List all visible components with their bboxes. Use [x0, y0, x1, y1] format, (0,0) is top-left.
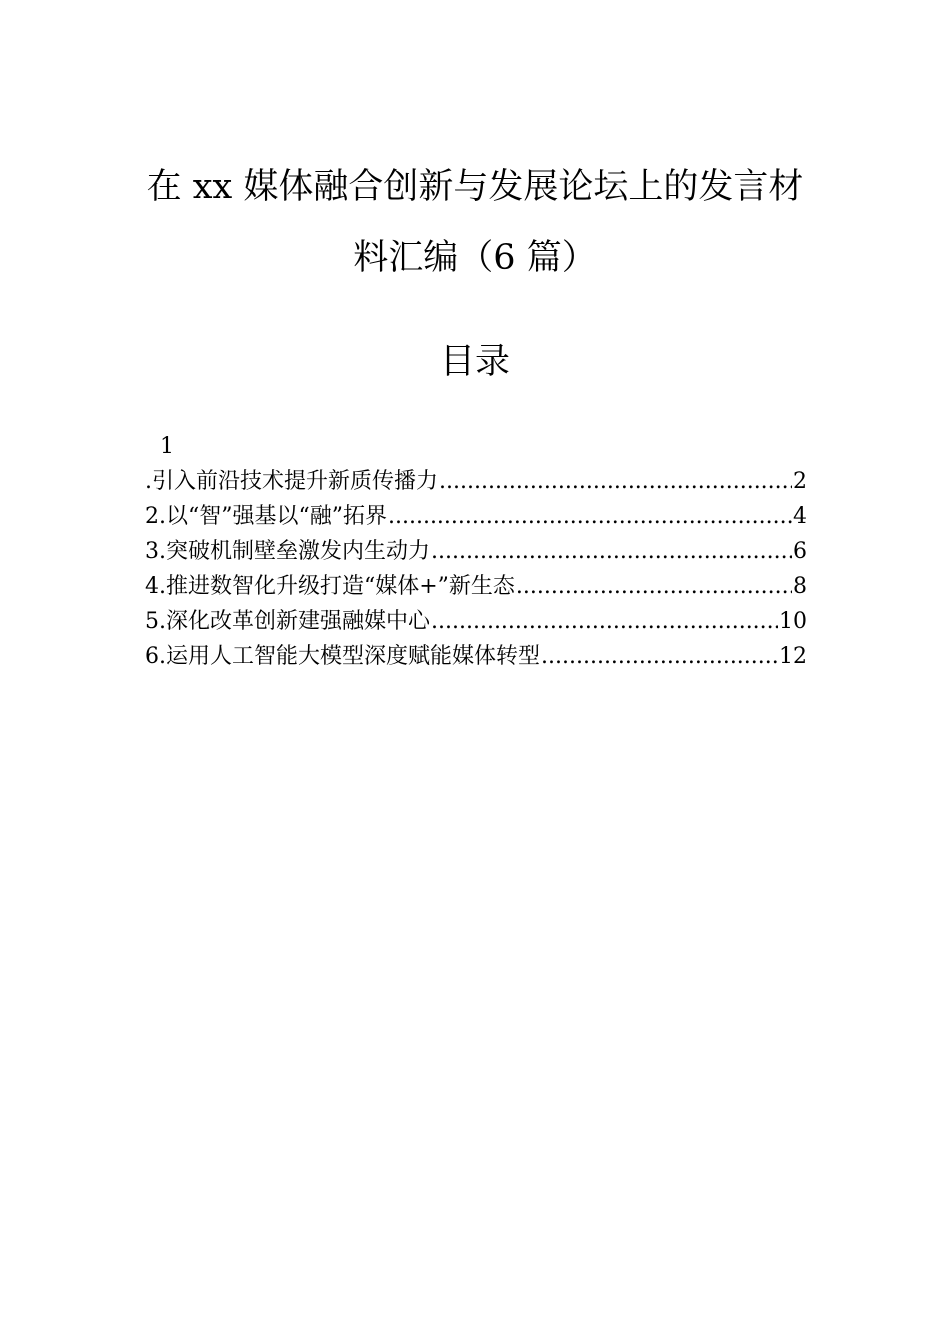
- toc-entry-page: 6: [793, 539, 807, 564]
- toc-entry[interactable]: [145, 464, 807, 499]
- toc-entry[interactable]: [145, 639, 807, 674]
- toc-dot-leader: [431, 534, 792, 569]
- toc-entry-page: 8: [793, 574, 807, 599]
- toc-entry[interactable]: [145, 569, 807, 604]
- toc-dot-leader: [439, 464, 792, 499]
- toc-dot-leader: [541, 639, 778, 674]
- toc-lead-number: 1: [160, 434, 174, 459]
- toc-entry[interactable]: [145, 499, 807, 534]
- document-title-line-1: 在 xx 媒体融合创新与发展论坛上的发言材: [146, 167, 804, 207]
- toc-entry-title: 5.深化改革创新建强融媒中心: [145, 609, 430, 634]
- toc-entry-title: 4.推进数智化升级打造“媒体+”新生态: [145, 574, 515, 599]
- toc-entry-title: .引入前沿技术提升新质传播力: [145, 469, 438, 494]
- toc-heading: 目录: [439, 342, 510, 382]
- toc-entry-title: 2.以“智”强基以“融”拓界: [145, 504, 387, 529]
- toc-entry-page: 10: [779, 609, 807, 634]
- toc-dot-leader: [388, 499, 792, 534]
- toc-entry[interactable]: [145, 534, 807, 569]
- toc-entry-page: 2: [793, 469, 807, 494]
- toc-entry-title: 6.运用人工智能大模型深度赋能媒体转型: [145, 644, 540, 669]
- toc-entry-page: 12: [779, 644, 807, 669]
- document-title-line-2: 料汇编（6 篇）: [353, 238, 597, 278]
- toc-entry-page: 4: [793, 504, 807, 529]
- toc-entry-title: 3.突破机制壁垒激发内生动力: [145, 539, 430, 564]
- toc-list: [145, 464, 807, 674]
- toc-dot-leader: [516, 569, 792, 604]
- toc-entry[interactable]: [145, 604, 807, 639]
- toc-dot-leader: [431, 604, 778, 639]
- table-of-contents: [145, 430, 807, 674]
